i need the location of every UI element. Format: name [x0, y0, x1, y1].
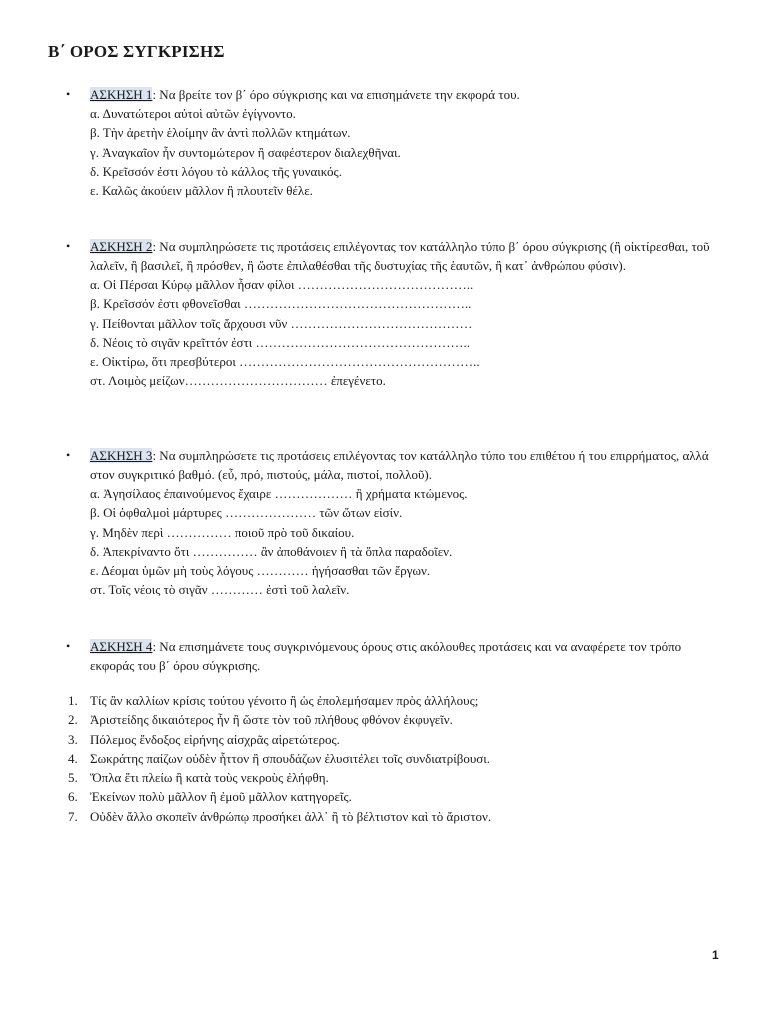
list-item: ε. Οἰκτίρω, ὅτι πρεσβύτεροι ………………………………………………..	[90, 354, 480, 370]
list-item: ε. Καλῶς ἀκούειν μᾶλλον ἢ πλουτεῖν θέλε.	[90, 183, 313, 199]
item-text: Τίς ἂν καλλίων κρίσις τούτου γένοιτο ἢ ὡς ἐπολεμήσαμεν πρὸς ἀλλήλους;	[90, 693, 479, 708]
exercise-1	[48, 85, 728, 200]
bullet-icon: •	[66, 639, 71, 653]
list-item: στ. Λοιμὸς μείζων…………………………… ἐπεγένετο.	[90, 373, 386, 389]
exercise-1-title: ΑΣΚΗΣΗ 1	[90, 87, 153, 102]
list-item: α. Ἀγησίλαος ἐπαινούμενος ἔχαιρε ……………… ἢ χρήματα κτώμενος.	[90, 486, 468, 501]
list-item: δ. Νέοις τὸ σιγᾶν κρεῖττόν ἐστι …………………………………………..	[90, 334, 471, 350]
list-item: γ. Ἀναγκαῖον ἦν συντομώτερον ἢ σαφέστερον διαλεχθῆναι.	[90, 144, 401, 160]
item-text: Ἐκείνων πολὺ μᾶλλον ἢ ἐμοῦ μᾶλλον κατηγορεῖς.	[90, 789, 352, 805]
item-number: 2.	[68, 712, 78, 728]
list-item: α. Οἱ Πέρσαι Κύρῳ μᾶλλον ἦσαν φίλοι …………………………………..	[90, 277, 474, 292]
page-number: 1	[712, 948, 719, 962]
exercise-3-title: ΑΣΚΗΣΗ 3	[90, 448, 153, 463]
exercise-4-instruction: : Να επισημάνετε τους συγκρινόμενους όρους στις ακόλουθες προτάσεις και να αναφέρετε τον τρόπο εκφοράς του β΄ όρου σύγκρισης.	[90, 639, 682, 673]
item-text: Ὅπλα ἔτι πλείω ἢ κατὰ τοὺς νεκροὺς ἐλήφθη.	[90, 770, 329, 786]
page-title: Β΄ ΟΡΟΣ ΣΥΓΚΡΙΣΗΣ	[48, 42, 225, 61]
item-text: Πόλεμος ἔνδοξος εἰρήνης αἰσχρᾶς αἱρετώτερος.	[90, 731, 340, 747]
exercise-3-instruction: : Να συμπληρώσετε τις προτάσεις επιλέγοντας τον κατάλληλο τύπο του επιθέτου ή του επιρρήματος, αλλά στον συγκριτικό βαθμό. (εὖ, πρό, πιστούς, μάλα, πιστοί, πολλοῦ).	[90, 448, 709, 482]
exercise-4-title: ΑΣΚΗΣΗ 4	[90, 639, 153, 654]
bullet-icon: •	[66, 87, 71, 101]
bullet-icon: •	[66, 239, 71, 253]
bullet-icon: •	[66, 448, 71, 462]
item-text: Σωκράτης παίζων οὐδὲν ἧττον ἢ σπουδάζων ἐλυσιτέλει τοῖς συνδιατρίβουσι.	[90, 750, 491, 766]
list-item: ε. Δέομαι ὑμῶν μὴ τοὺς λόγους ………… ἡγήσασθαι τῶν ἔργων.	[90, 563, 431, 579]
list-item: β. Κρεῖσσόν ἐστι φθονεῖσθαι ……………………………………………..	[90, 296, 472, 312]
list-item: δ. Ἀπεκρίναντο ὅτι …………… ἂν ἀποθάνοιεν ἢ τὰ ὅπλα παραδοῖεν.	[90, 543, 453, 559]
exercise-2-title: ΑΣΚΗΣΗ 2	[90, 239, 153, 254]
numbered-list	[48, 691, 728, 826]
list-item	[48, 691, 728, 710]
list-item: δ. Κρεῖσσόν ἐστι λόγου τὸ κάλλος τῆς γυναικός.	[90, 163, 342, 179]
item-number: 4.	[68, 750, 78, 766]
list-item	[48, 710, 728, 729]
list-item	[48, 730, 728, 749]
exercise-2-instruction: : Να συμπληρώσετε τις προτάσεις επιλέγοντας τον κατάλληλο τύπο β΄ όρου σύγκρισης (ἢ οἰκτίρεσθαι, τοῦ λαλεῖν, ἢ βασιλεῖ, ἢ πρόσθεν, ἢ ὥστε ἐπιλαθέσθαι τῆς δυστυχίας τῆς ἑαυτῶν, ἢ κατ᾽ ἀνθρώπου φύσιν).	[90, 239, 710, 273]
item-number: 6.	[68, 789, 78, 805]
list-item	[48, 768, 728, 787]
item-text: Οὐδὲν ἄλλο σκοπεῖν ἀνθρώπῳ προσήκει ἀλλ᾽ ἢ τὸ βέλτιστον καὶ τὸ ἄριστον.	[90, 808, 492, 824]
item-number: 1.	[68, 693, 78, 708]
item-number: 7.	[68, 808, 78, 824]
list-item: α. Δυνατώτεροι αὐτοὶ αὐτῶν ἐγίγνοντο.	[90, 106, 296, 121]
exercise-4-heading	[48, 637, 728, 675]
exercise-4	[48, 637, 728, 675]
item-number: 3.	[68, 731, 78, 747]
exercise-2-heading	[48, 237, 728, 275]
exercise-1-instruction: : Να βρείτε τον β΄ όρο σύγκρισης και να επισημάνετε την εκφορά του.	[152, 87, 520, 102]
list-item: β. Οἱ ὀφθαλμοὶ μάρτυρες ………………… τῶν ὤτων εἰσίν.	[90, 505, 403, 521]
list-item: γ. Μηδὲν περὶ …………… ποιοῦ πρὸ τοῦ δικαίου.	[90, 524, 355, 540]
list-item	[48, 807, 728, 826]
exercise-3-heading	[48, 446, 728, 484]
exercise-2	[48, 237, 728, 391]
list-item	[48, 749, 728, 768]
item-text: Ἀριστείδης δικαιότερος ἦν ἢ ὥστε τὸν τοῦ πλήθους φθόνον ἐκφυγεῖν.	[90, 712, 453, 728]
list-item: β. Τὴν ἀρετὴν ἑλοίμην ἂν ἀντὶ πολλῶν κτημάτων.	[90, 125, 351, 141]
exercise-3	[48, 446, 728, 600]
list-item: στ. Τοῖς νέοις τὸ σιγᾶν ………… ἐστὶ τοῦ λαλεῖν.	[90, 582, 350, 598]
list-item	[48, 787, 728, 806]
exercise-1-heading	[48, 85, 728, 104]
list-item: γ. Πείθονται μᾶλλον τοῖς ἄρχουσι νῦν ……………………………………	[90, 315, 473, 331]
item-number: 5.	[68, 770, 78, 786]
